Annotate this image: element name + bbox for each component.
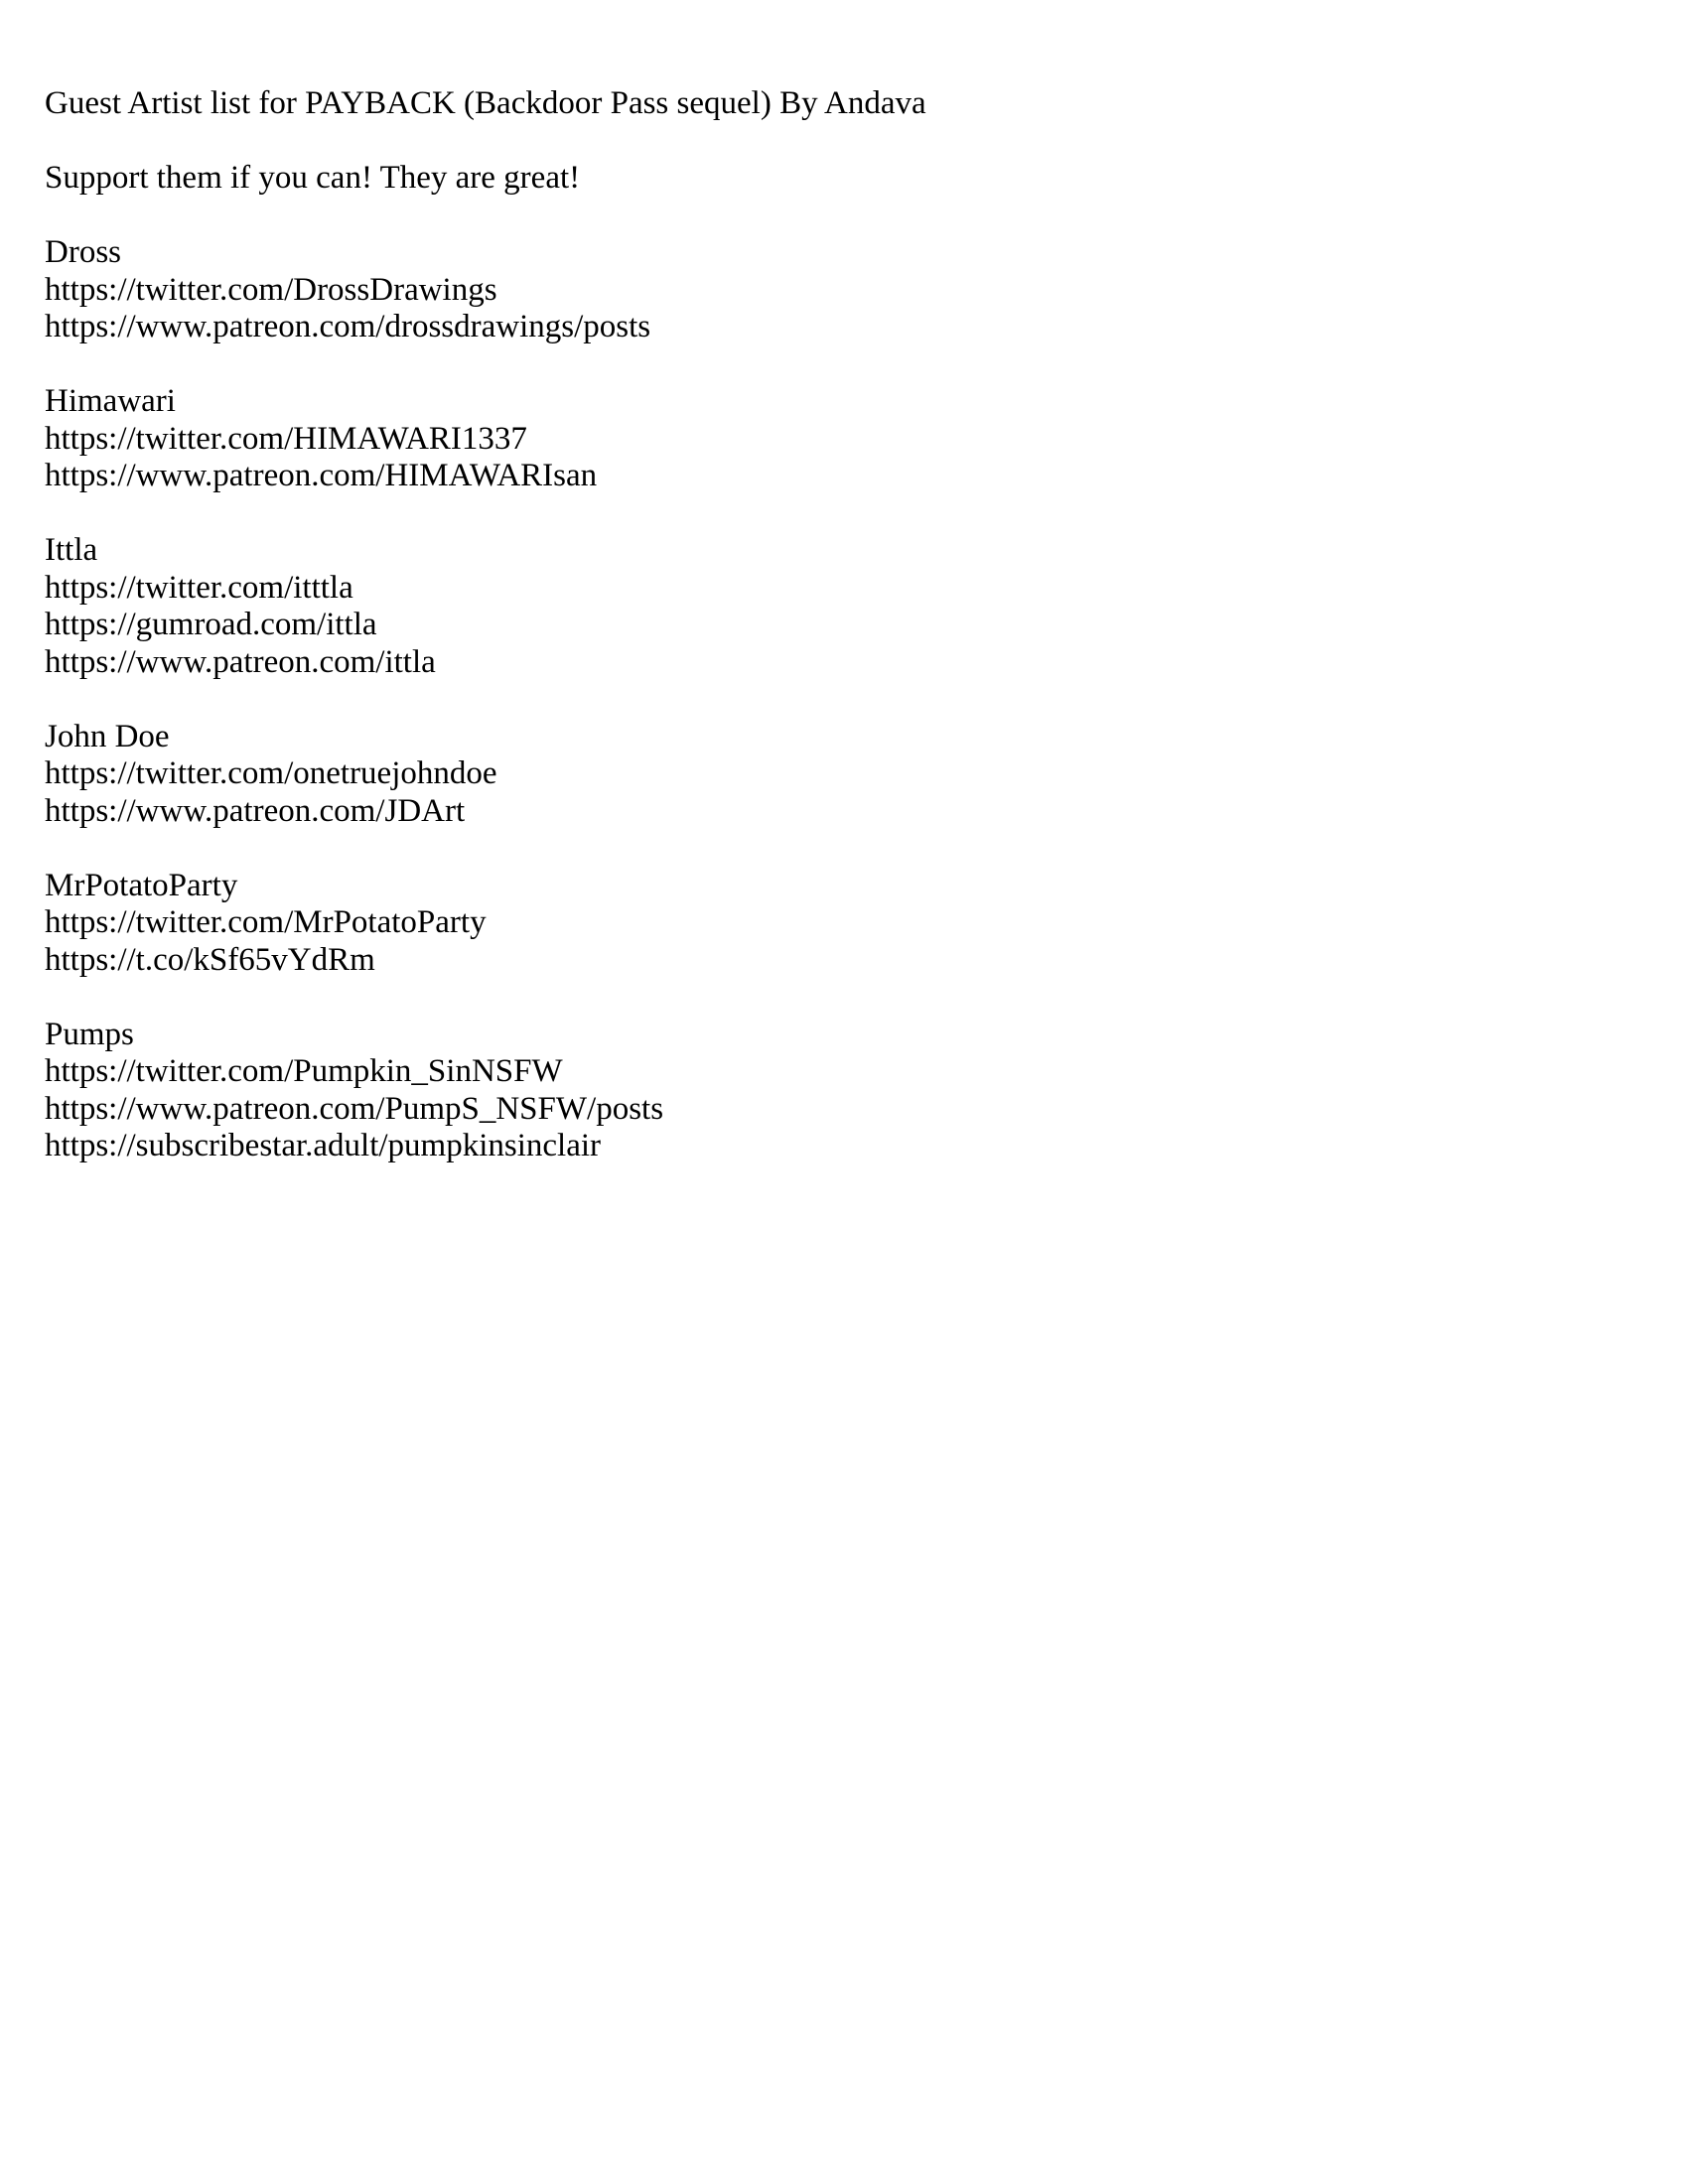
- artist-name: Pumps: [45, 1016, 134, 1052]
- artist-name: MrPotatoParty: [45, 867, 238, 903]
- artist-name: Dross: [45, 234, 122, 270]
- artist-link[interactable]: https://twitter.com/HIMAWARI1337: [45, 420, 527, 457]
- document-subtitle: Support them if you can! They are great!: [45, 160, 581, 196]
- document-title: Guest Artist list for PAYBACK (Backdoor Pass sequel) By Andava: [45, 85, 926, 121]
- artist-link[interactable]: https://twitter.com/MrPotatoParty: [45, 904, 487, 940]
- artist-link[interactable]: https://t.co/kSf65vYdRm: [45, 941, 375, 978]
- artist-link[interactable]: https://twitter.com/DrossDrawings: [45, 271, 497, 308]
- artist-entry-ittla: [45, 532, 1633, 681]
- document-title-block: [45, 85, 1633, 123]
- artist-link[interactable]: https://www.patreon.com/JDArt: [45, 792, 466, 829]
- document-subtitle-block: [45, 160, 1633, 198]
- artist-entry-mrpotatoparty: [45, 868, 1633, 980]
- document-page: [45, 85, 1633, 1202]
- artist-entry-himawari: [45, 383, 1633, 495]
- artist-entry-pumps: [45, 1017, 1633, 1165]
- artist-link[interactable]: https://www.patreon.com/PumpS_NSFW/posts: [45, 1090, 664, 1127]
- artist-name: Ittla: [45, 532, 98, 568]
- artist-link[interactable]: https://subscribestar.adult/pumpkinsinclair: [45, 1128, 602, 1163]
- artist-link[interactable]: https://www.patreon.com/drossdrawings/posts: [45, 309, 651, 344]
- artist-entry-dross: [45, 234, 1633, 346]
- artist-link[interactable]: https://twitter.com/onetruejohndoe: [45, 755, 497, 791]
- artist-link[interactable]: https://www.patreon.com/HIMAWARIsan: [45, 458, 598, 493]
- artist-link[interactable]: https://twitter.com/Pumpkin_SinNSFW: [45, 1053, 563, 1089]
- artist-name: John Doe: [45, 718, 170, 754]
- artist-link[interactable]: https://twitter.com/itttla: [45, 569, 353, 606]
- artist-link[interactable]: https://www.patreon.com/ittla: [45, 643, 436, 680]
- artist-link[interactable]: https://gumroad.com/ittla: [45, 607, 377, 642]
- artist-name: Himawari: [45, 383, 176, 419]
- artist-entry-john-doe: [45, 719, 1633, 831]
